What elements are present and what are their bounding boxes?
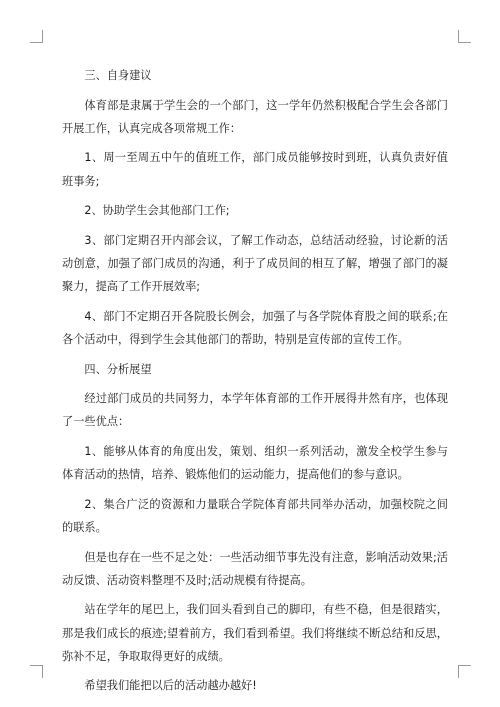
closing-paragraph: 希望我们能把以后的活动越办越好! bbox=[84, 679, 257, 693]
list-item-duty: 1、周一至周五中午的值班工作，部门成员能够按时到班，认真负责好值班事务; bbox=[62, 151, 448, 188]
reflection-paragraph: 站在学年的尾巴上，我们回头看到自己的脚印，有些不稳，但是很踏实，那是我们成长的痕迹;望着前方，我们看到希望。我们将继续不断总结和反思，弥补不足，争取取得更好的成绩。 bbox=[62, 603, 448, 663]
list-item-meetings: 3、部门定期召开内部会议，了解工作动态，总结活动经验，讨论新的活动创意，加强了部门成员的沟通，利于了成员间的相互了解，增强了部门的凝聚力，提高了工作开展效率; bbox=[62, 233, 448, 294]
list-item-assist: 2、协助学生会其他部门工作; bbox=[84, 204, 230, 218]
section-heading-self-suggestions: 三、自身建议 bbox=[84, 69, 152, 82]
analysis-paragraph: 经过部门成员的共同努力，本学年体育部的工作开展得井然有序，也体现了一些优点： bbox=[62, 392, 448, 429]
section-heading-analysis: 四、分析展望 bbox=[84, 362, 152, 376]
crop-mark-top-right bbox=[458, 30, 471, 43]
document-body bbox=[62, 64, 448, 704]
crop-mark-bottom-left bbox=[30, 665, 43, 678]
list-item-college-meetings: 4、部门不定期召开各院股长例会，加强了与各学院体育股之间的联系;在各个活动中，得到学生会其他部门的帮助，特别是宣传部的宣传工作。 bbox=[62, 309, 448, 346]
shortcomings-paragraph: 但是也存在一些不足之处：一些活动细节事先没有注意，影响活动效果;活动反馈、活动资料整理不及时;活动规模有待提高。 bbox=[62, 550, 448, 587]
intro-paragraph: 体育部是隶属于学生会的一个部门，这一学年仍然积极配合学生会各部门开展工作，认真完成各项常规工作： bbox=[62, 98, 448, 135]
crop-mark-bottom-right bbox=[458, 665, 471, 678]
advantage-item-1: 1、能够从体育的角度出发，策划、组织一系列活动，激发全校学生参与体育活动的热情，培养、锻炼他们的运动能力，提高他们的参与意识。 bbox=[62, 444, 448, 482]
crop-mark-top-left bbox=[30, 30, 43, 43]
advantage-item-2: 2、集合广泛的资源和力量联合学院体育部共同举办活动，加强校院之间的联系。 bbox=[62, 497, 448, 534]
